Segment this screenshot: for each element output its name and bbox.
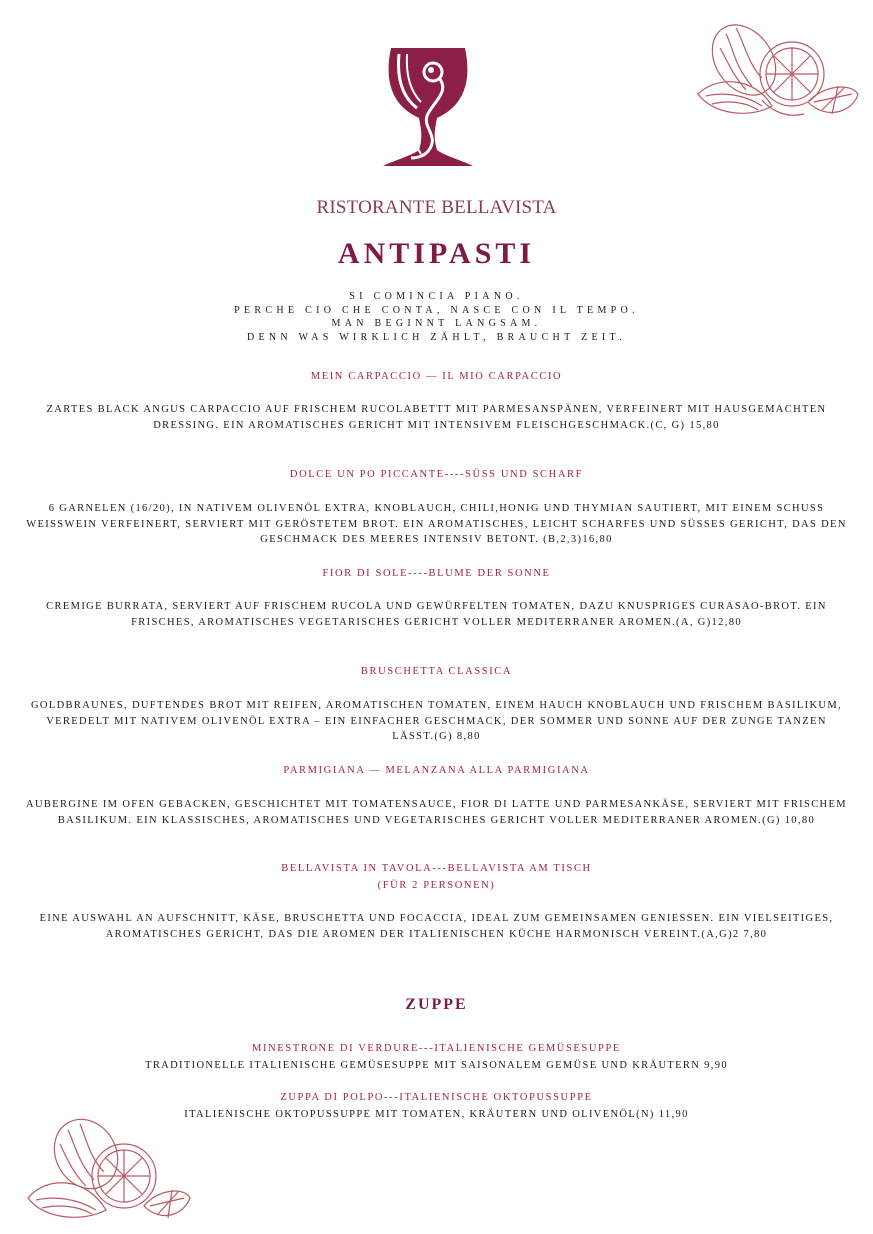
intro-line: MAN BEGINNT LANGSAM. — [331, 318, 542, 329]
dish-title: ZUPPA DI POLPO---ITALIENISCHE OKTOPUSSUPPE — [280, 1092, 593, 1103]
dish-description: AUBERGINE IM OFEN GEBACKEN, GESCHICHTET MIT TOMATENSAUCE, FIOR DI LATTE UND PARMESANKÄSE, SERVIERT MIT FRISCHEM BASILIKUM. EIN KLASSISCHES, AROMATISCHES UND VEGETARISCHES GERICHT VOLLER MEDITERRANER AROMEN.(G) 10,80 — [26, 799, 847, 826]
lemon-illustration-icon — [692, 14, 862, 126]
intro-line: DENN WAS WIRKLICH ZÄHLT, BRAUCHT ZEIT. — [246, 331, 627, 343]
dish-description: ITALIENISCHE OKTOPUSSUPPE MIT TOMATEN, KRÄUTERN UND OLIVENÖL(N) 11,90 — [184, 1109, 689, 1120]
lemon-illustration-icon — [24, 1114, 194, 1226]
dish-title: PARMIGIANA — MELANZANA ALLA PARMIGIANA — [283, 765, 590, 776]
dish-title: BRUSCHETTA CLASSICA — [360, 666, 513, 677]
section-title-antipasti: ANTIPASTI — [337, 237, 536, 270]
dish-description: 6 GARNELEN (16/20), IN NATIVEM OLIVENÖL EXTRA, KNOBLAUCH, CHILI,HONIG UND THYMIAN SAUTIERT, MIT EINEM SCHUSS WEISSWEIN VERFEINERT, SERVIERT MIT GERÖSTETEM BROT. EIN AROMATISCHES, LEICHT SCHARFES UND SÜSSES GERICHT, DAS DEN GESCHMACK DES MEERES INTENSIV BETONT. (B,2,3)16,80 — [26, 503, 847, 545]
intro-line: SI COMINCIA PIANO. — [349, 291, 524, 302]
dish-title: BELLAVISTA IN TAVOLA---BELLAVISTA AM TISCH — [281, 863, 592, 874]
dish-description: ZARTES BLACK ANGUS CARPACCIO AUF FRISCHEM RUCOLABETTT MIT PARMESANSPÄNEN, VERFEINERT MIT HAUSGEMACHTEN DRESSING. EIN AROMATISCHES GERICHT MIT INTENSIVEM FLEISCHGESCHMACK.(C, G) 15,80 — [46, 404, 827, 431]
dish-title: DOLCE UN PO PICCANTE----SÜSS UND SCHARF — [289, 469, 584, 480]
dish-title: FIOR DI SOLE----BLUME DER SONNE — [322, 568, 551, 579]
wine-glass-logo-icon — [381, 46, 475, 170]
dish-subtitle: (FÜR 2 PERSONEN) — [377, 880, 496, 891]
intro-text — [0, 290, 873, 344]
restaurant-name: RISTORANTE BELLAVISTA — [316, 197, 557, 218]
dish-title: MEIN CARPACCIO — IL MIO CARPACCIO — [310, 371, 563, 382]
intro-line: PERCHE CIO CHE CONTA, NASCE CON IL TEMPO. — [234, 304, 639, 316]
section-title-zuppe: ZUPPE — [405, 996, 468, 1013]
dish-description: EINE AUSWAHL AN AUFSCHNITT, KÄSE, BRUSCHETTA UND FOCACCIA, IDEAL ZUM GEMEINSAMEN GENIESSEN. EIN VIELSEITIGES, AROMATISCHES GERICHT, DAS DIE AROMEN DER ITALIENISCHEN KÜCHE HARMONISCH VEREINT.(A,G)2 7,80 — [39, 913, 834, 940]
dish-title: MINESTRONE DI VERDURE---ITALIENISCHE GEMÜSESUPPE — [252, 1043, 621, 1054]
dish-description: CREMIGE BURRATA, SERVIERT AUF FRISCHEM RUCOLA UND GEWÜRFELTEN TOMATEN, DAZU KNUSPRIGES CURASAO-BROT. EIN FRISCHES, AROMATISCHES VEGETARISCHES GERICHT VOLLER MEDITERRANER AROMEN.(A, G)12,80 — [46, 601, 827, 628]
dish-description: TRADITIONELLE ITALIENISCHE GEMÜSESUPPE MIT SAISONALEM GEMÜSE UND KRÄUTERN 9,90 — [145, 1060, 728, 1071]
dish-description: GOLDBRAUNES, DUFTENDES BROT MIT REIFEN, AROMATISCHEN TOMATEN, EINEM HAUCH KNOBLAUCH UND FRISCHEM BASILIKUM, VEREDELT MIT NATIVEM OLIVENÖL EXTRA – EIN EINFACHER GESCHMACK, DER SOMMER UND SONNE AUF DER ZUNGE TANZEN LÄSST.(G) 8,80 — [30, 700, 843, 742]
